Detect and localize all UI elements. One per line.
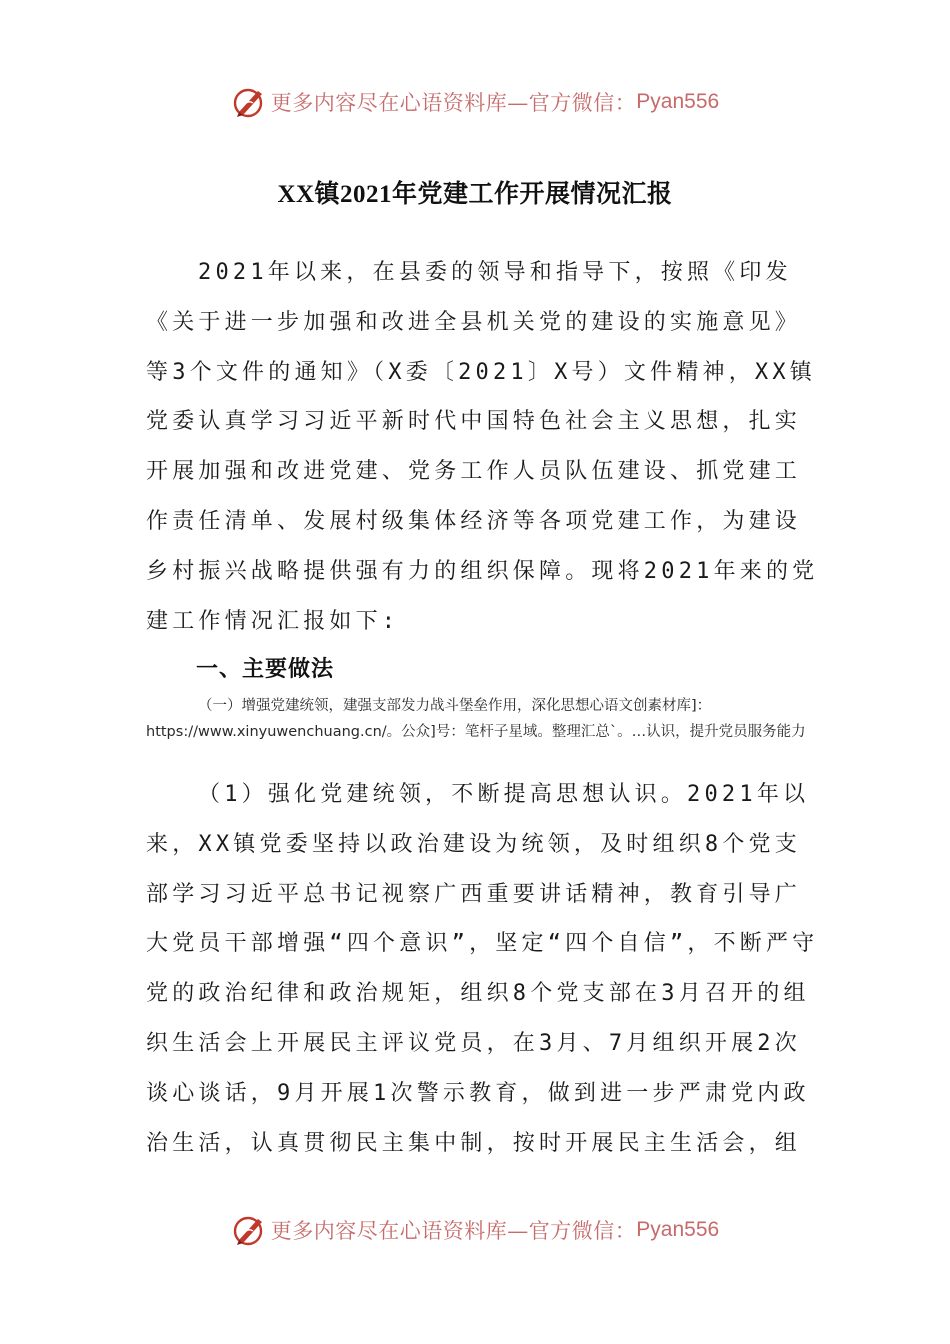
watermark-text: 更多内容尽在心语资料库—官方微信： (270, 1219, 637, 1243)
pen-logo-icon (231, 1212, 267, 1248)
watermark-handle: Pyan556 (636, 90, 720, 113)
section-heading: 一、主要做法 (196, 657, 335, 682)
watermark-text: 更多内容尽在心语资料库—官方微信： (270, 91, 637, 115)
watermark-banner-top (0, 82, 950, 122)
watermark-banner-bottom (0, 1210, 950, 1250)
watermark-handle: Pyan556 (636, 1218, 720, 1241)
body-text: （1）强化党建统领，不断提高思想认识。2021年以来，XX镇党委坚持以政治建设为统领，及时组织8个党支部学习习近平总书记视察广西重要讲话精神，教育引导广大党员干部增强“四个意识”，坚定“四个自信”，不断严守党的政治纪律和政治规矩，组织8个党支部在3月召开的组织生活会上开展民主评议党员，在3月、7月组织开展2次谈心谈话，9月开展1次警示教育，做到进一步严肃党内政治生活，认真贯彻民主集中制，按时开展民主生活会，组 (146, 782, 819, 1156)
pen-logo-icon (231, 84, 267, 120)
intro-paragraph (146, 248, 826, 646)
subsection-text: （一）增强党建统领，建强支部发力战斗堡垒作用，深化思想心语文创素材库]：https://www.xinyuwenchuang.cn/。公众]号：笔杆子星域。整理汇总`。…认识，提升党员服务能力 (146, 698, 806, 740)
intro-text: 2021年以来，在县委的领导和指导下，按照《印发《关于进一步加强和改进全县机关党的建设的实施意见》等3个文件的通知》（X委〔2021〕X号）文件精神，XX镇党委认真学习习近平新时代中国特色社会主义思想，扎实开展加强和改进党建、党务工作人员队伍建设、抓党建工作责任清单、发展村级集体经济等各项党建工作，为建设乡村振兴战略提供强有力的组织保障。现将2021年来的党建工作情况汇报如下: (146, 260, 819, 634)
document-title: XX镇2021年党建工作开展情况汇报 (277, 181, 673, 208)
body-paragraph (146, 770, 826, 1168)
subsection-heading (146, 693, 826, 745)
